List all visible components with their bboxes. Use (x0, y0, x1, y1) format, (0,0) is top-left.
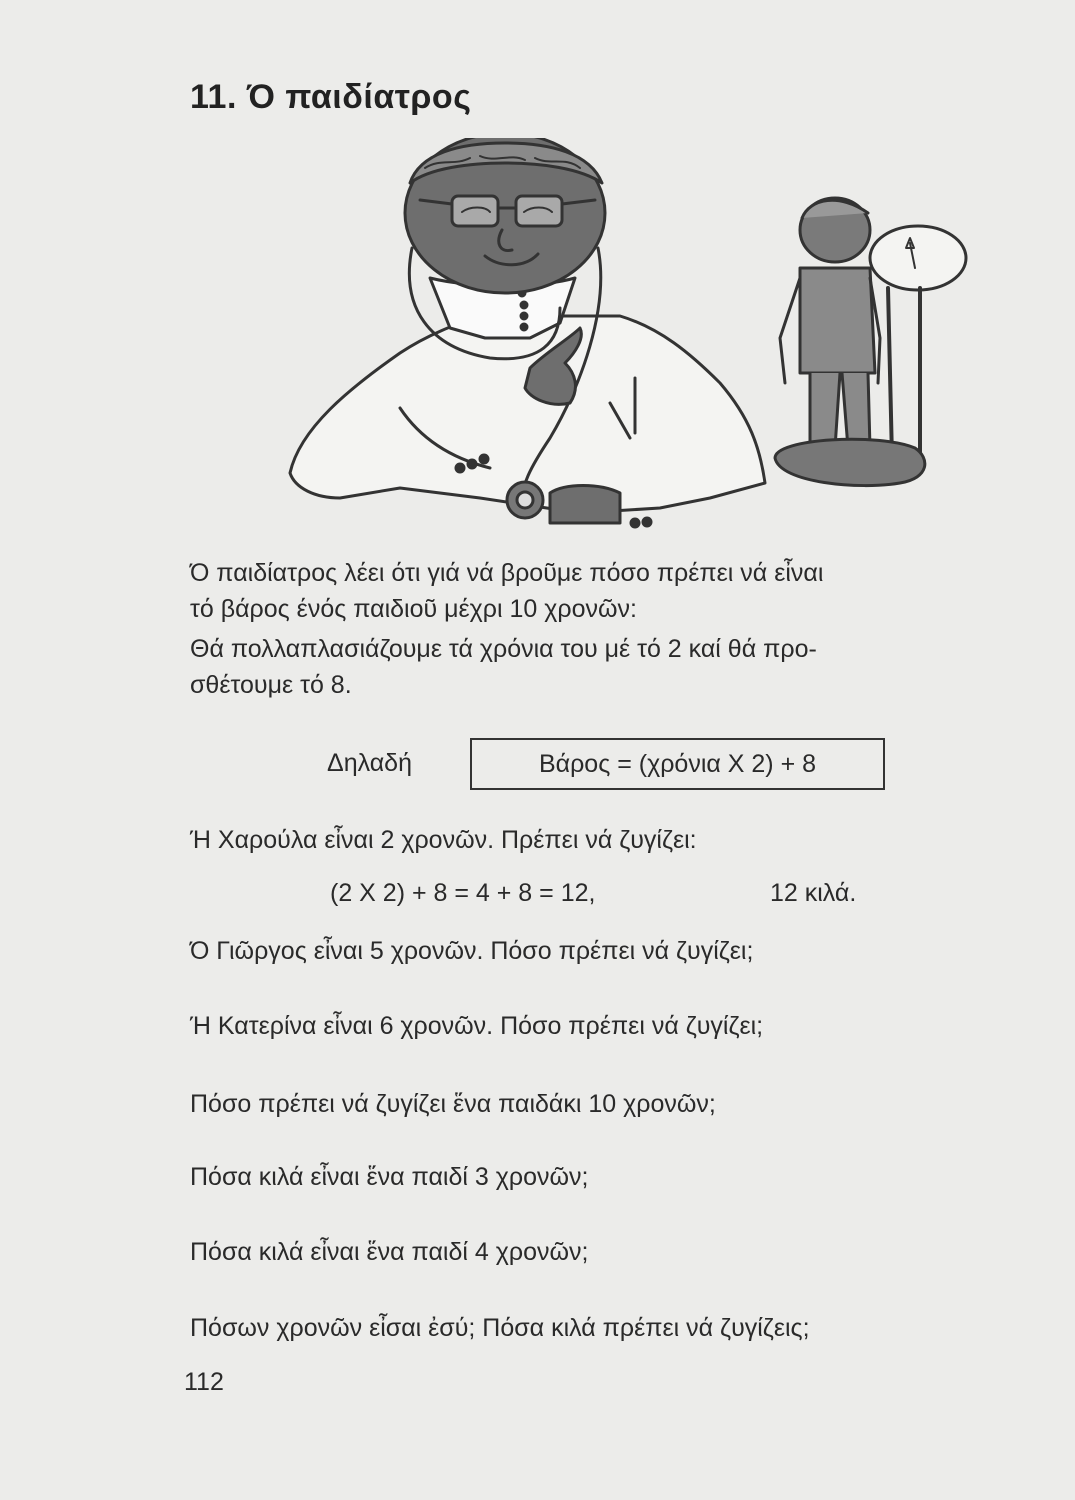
question-5: Πόσα κιλά εἶναι ἕνα παιδί 4 χρονῶν; (190, 1238, 589, 1266)
page-title: 11. Ό παιδίατρος (190, 78, 472, 116)
formula-box (470, 738, 885, 790)
example-statement: Ή Χαρούλα εἶναι 2 χρονῶν. Πρέπει νά ζυγίζει: (190, 826, 697, 854)
question-3: Πόσο πρέπει νά ζυγίζει ἕνα παιδάκι 10 χρονῶν; (190, 1090, 716, 1118)
question-2: Ή Κατερίνα εἶναι 6 χρονῶν. Πόσο πρέπει νά ζυγίζει; (190, 1012, 764, 1040)
intro-line-1: Ό παιδίατρος λέει ότι γιά νά βροῦμε πόσο πρέπει νά εἶναι (190, 559, 824, 587)
question-6: Πόσων χρονῶν εἶσαι ἐσύ; Πόσα κιλά πρέπει νά ζυγίζεις; (190, 1314, 810, 1342)
example-result: 12 κιλά. (770, 879, 857, 907)
formula-label: Δηλαδή (327, 749, 412, 777)
question-4: Πόσα κιλά εἶναι ἕνα παιδί 3 χρονῶν; (190, 1163, 589, 1191)
formula-expression: Βάρος = (χρόνια Χ 2) + 8 (538, 749, 817, 778)
intro-line-4: σθέτουμε τό 8. (190, 671, 352, 699)
intro-line-2: τό βάρος ένός παιδιοῦ μέχρι 10 χρονῶν: (190, 595, 637, 623)
page-number: 112 (184, 1368, 224, 1396)
question-1: Ό Γιῶργος εἶναι 5 χρονῶν. Πόσο πρέπει νά ζυγίζει; (190, 937, 754, 965)
doctor-and-child-illustration (280, 138, 980, 538)
example-calculation: (2 Χ 2) + 8 = 4 + 8 = 12, (330, 879, 596, 907)
intro-line-3: Θά πολλαπλασιάζουμε τά χρόνια του μέ τό 2 καί θά προ- (190, 635, 817, 663)
child-figure (780, 198, 880, 458)
